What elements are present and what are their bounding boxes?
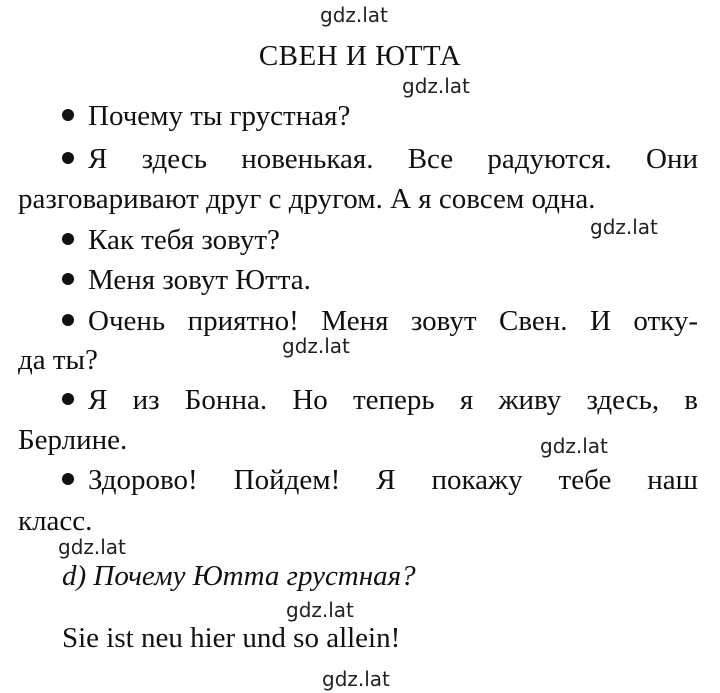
task-answer: Sie ist neu hier und so allein! bbox=[62, 622, 401, 654]
dialogue-line bbox=[62, 98, 350, 134]
dialogue-line bbox=[62, 462, 698, 498]
dialogue-line bbox=[62, 382, 698, 418]
dialogue-line-continued: да ты? bbox=[18, 344, 98, 376]
dialogue-line-continued: класс. bbox=[18, 505, 93, 537]
dialogue-line-continued: разговаривают друг с другом. А я совсем одна. bbox=[18, 183, 596, 215]
dialogue-line bbox=[62, 262, 311, 298]
bullet-icon bbox=[62, 233, 74, 245]
watermark: gdz.lat bbox=[402, 74, 470, 98]
dialogue-line bbox=[62, 222, 280, 258]
watermark: gdz.lat bbox=[540, 434, 608, 458]
watermark: gdz.lat bbox=[322, 667, 390, 691]
dialogue-line bbox=[62, 303, 698, 339]
task-question: d) Почему Ютта грустная? bbox=[62, 560, 416, 592]
dialogue-text: Здорово! Пойдем! Я покажу тебе наш bbox=[88, 464, 698, 496]
watermark: gdz.lat bbox=[320, 3, 388, 27]
watermark: gdz.lat bbox=[282, 334, 350, 358]
page-title: СВЕН И ЮТТА bbox=[258, 40, 462, 72]
dialogue-text: Я из Бонна. Но теперь я живу здесь, в bbox=[88, 384, 698, 416]
bullet-icon bbox=[62, 109, 74, 121]
bullet-icon bbox=[62, 473, 74, 485]
dialogue-text: Почему ты грустная? bbox=[88, 100, 351, 132]
bullet-icon bbox=[62, 314, 74, 326]
watermark: gdz.lat bbox=[590, 215, 658, 239]
dialogue-text: Я здесь новенькая. Все радуются. Они bbox=[88, 143, 698, 175]
dialogue-line bbox=[62, 141, 698, 177]
watermark: gdz.lat bbox=[286, 598, 354, 622]
bullet-icon bbox=[62, 393, 74, 405]
bullet-icon bbox=[62, 273, 74, 285]
dialogue-line-continued: Берлине. bbox=[18, 424, 128, 456]
watermark: gdz.lat bbox=[58, 535, 126, 559]
dialogue-text: Как тебя зовут? bbox=[88, 224, 280, 256]
dialogue-text: Очень приятно! Меня зовут Свен. И отку- bbox=[88, 305, 698, 337]
bullet-icon bbox=[62, 152, 74, 164]
dialogue-text: Меня зовут Ютта. bbox=[88, 264, 311, 296]
